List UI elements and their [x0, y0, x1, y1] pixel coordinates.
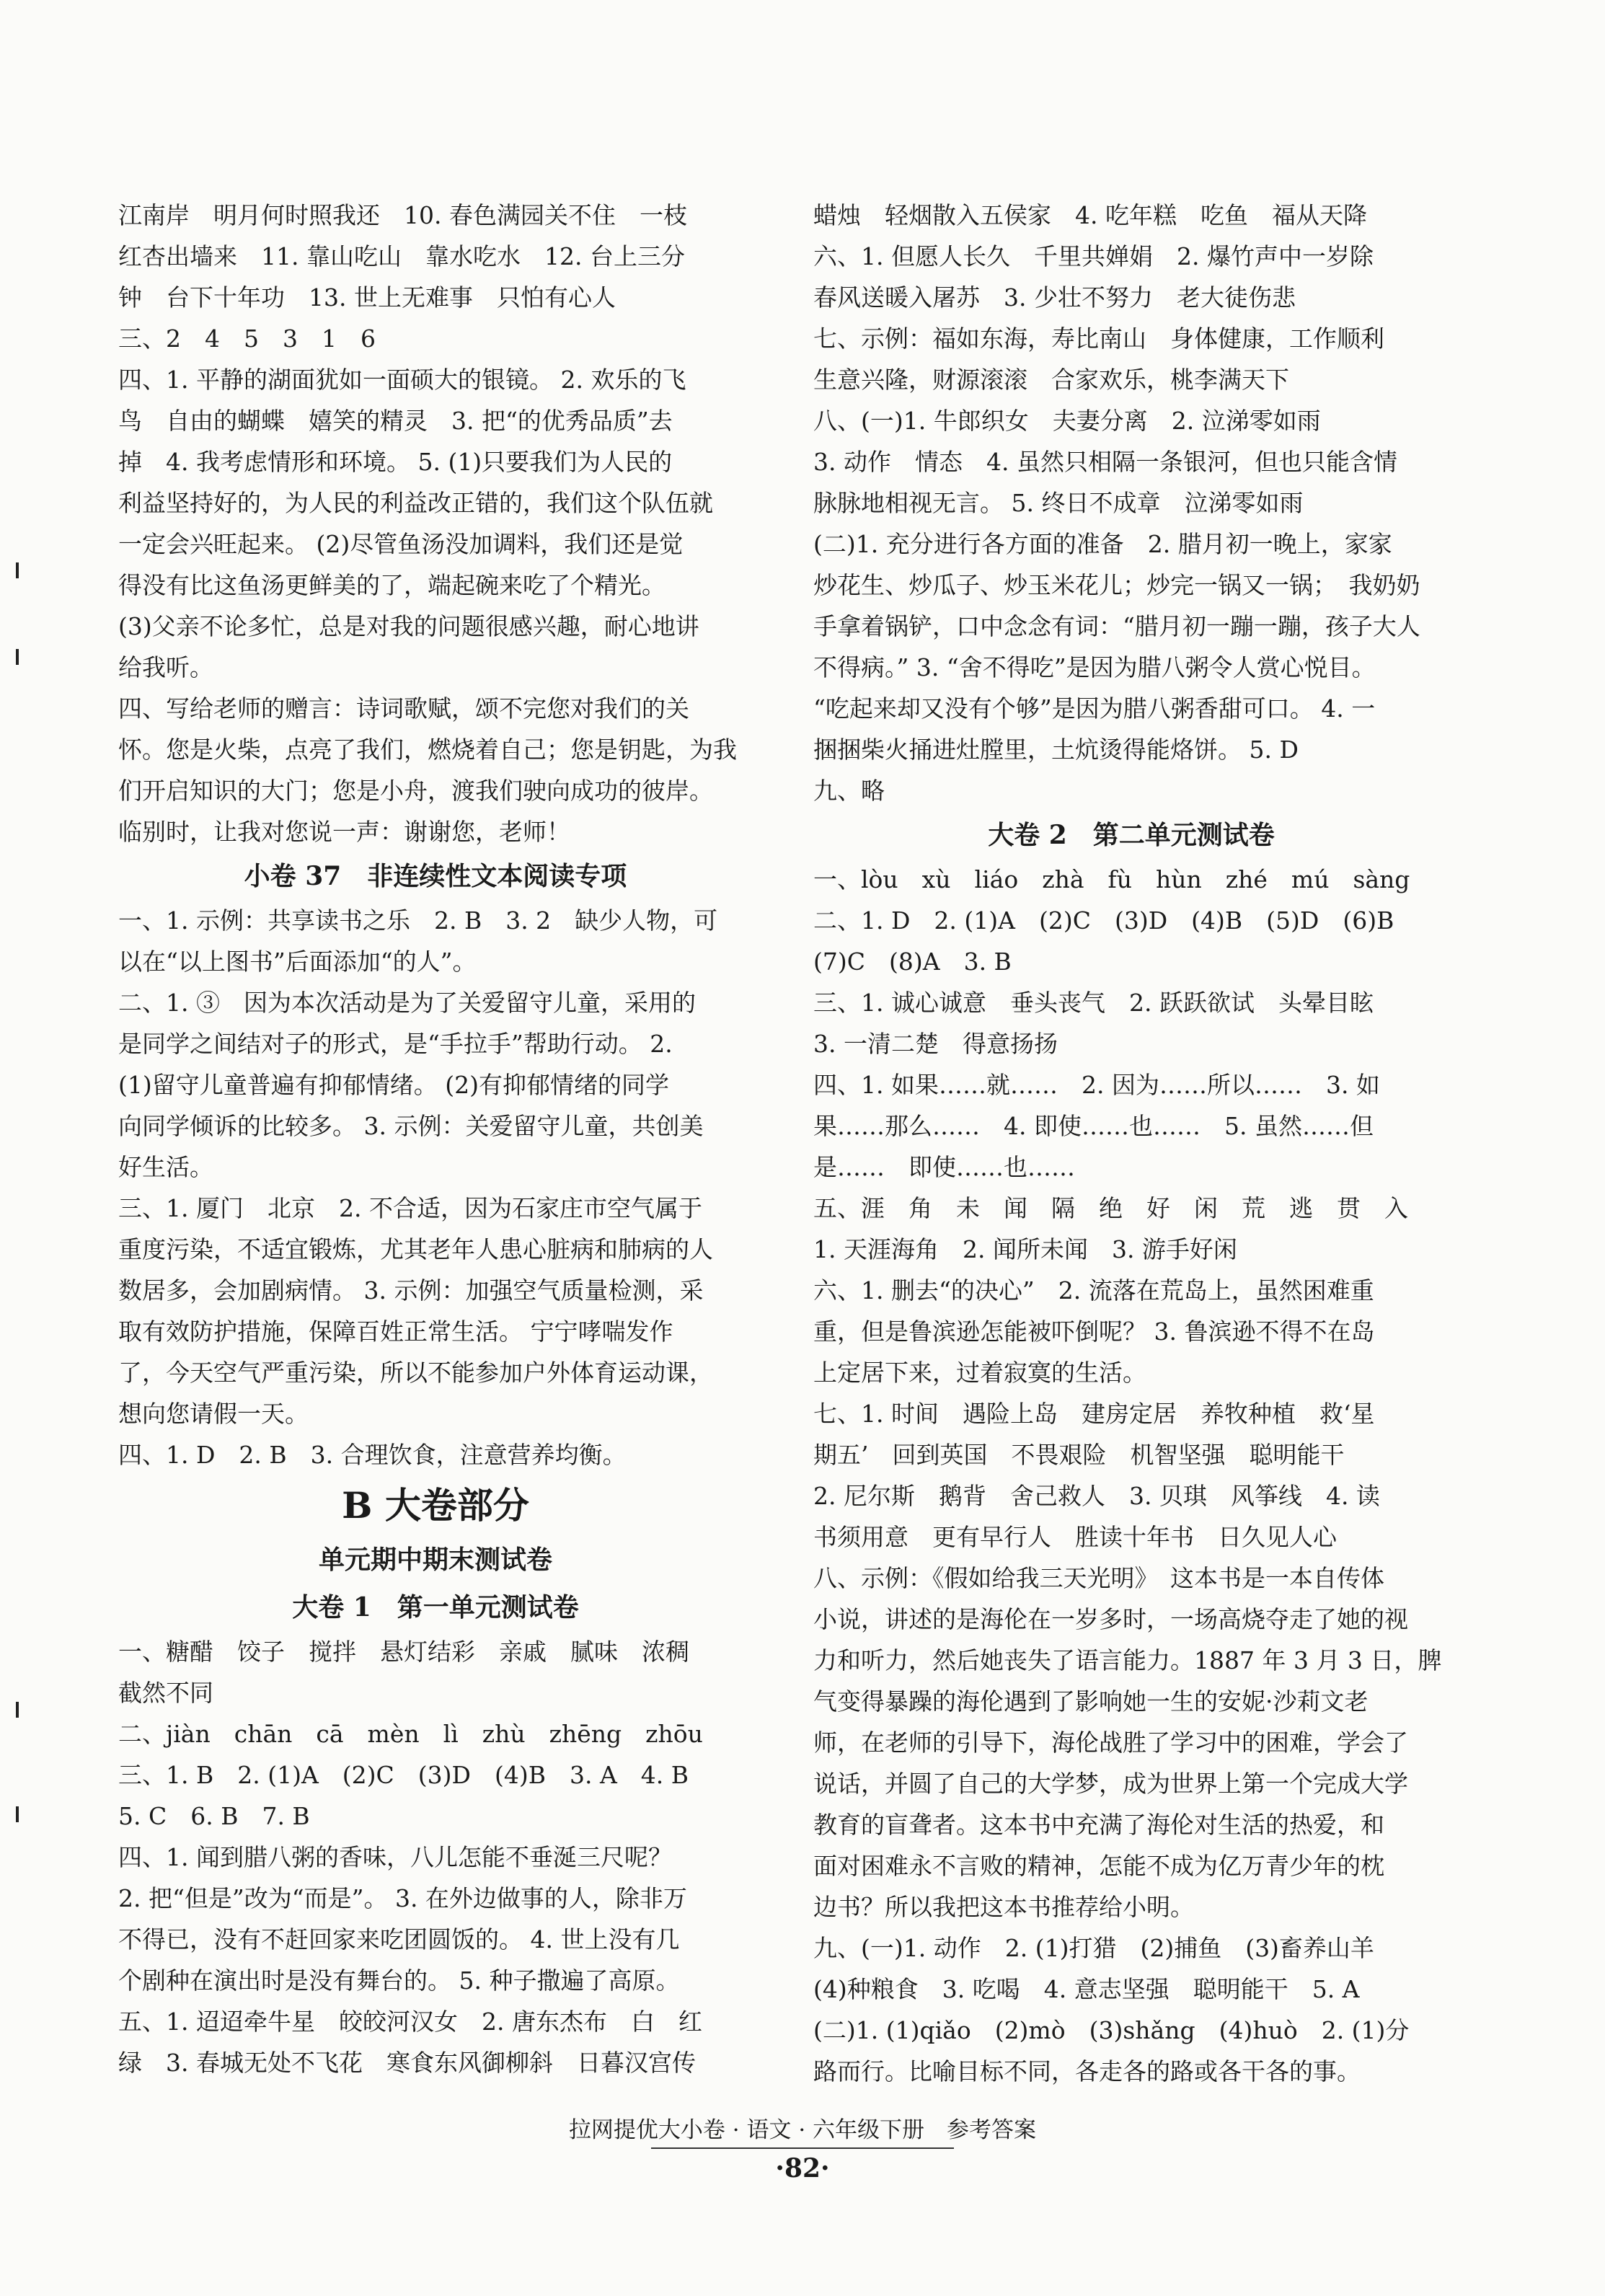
- answer-line: 不得已，没有不赶回家来吃团圆饭的。 4. 世上没有几: [118, 1925, 680, 1953]
- page-number: ·82·: [775, 2153, 830, 2184]
- answer-line: (1)留守儿童普遍有抑郁情绪。 (2)有抑郁情绪的同学: [118, 1071, 669, 1099]
- answer-line: 说话，并圆了自己的大学梦，成为世界上第一个完成大学: [813, 1770, 1408, 1798]
- answer-line: 三、1. 诚心诚意 垂头丧气 2. 跃跃欲试 头晕目眩: [813, 989, 1374, 1017]
- section-heading: 小卷 37 非连续性文本阅读专项: [244, 861, 627, 891]
- answer-line: 炒花生、炒瓜子、炒玉米花儿；炒完一锅又一锅； 我奶奶: [813, 571, 1420, 599]
- answer-line: 果……那么…… 4. 即使……也…… 5. 虽然……但: [813, 1112, 1374, 1140]
- answer-line: 红杏出墙来 11. 靠山吃山 靠水吃水 12. 台上三分: [118, 242, 685, 270]
- answer-line: 捆捆柴火捅进灶膛里，土炕烫得能烙饼。 5. D: [813, 736, 1299, 764]
- answer-line: 六、1. 但愿人长久 千里共婵娟 2. 爆竹声中一岁除: [813, 242, 1374, 270]
- answer-line: 不得病。” 3. “舍不得吃”是因为腊八粥令人赏心悦目。: [813, 653, 1376, 681]
- answer-line: 书须用意 更有早行人 胜读十年书 日久见人心: [813, 1523, 1337, 1551]
- answer-line: 了，今天空气严重污染，所以不能参加户外体育运动课，: [118, 1359, 713, 1387]
- answer-line: 3. 一清二楚 得意扬扬: [813, 1030, 1058, 1058]
- answer-line: 二、1. D 2. (1)A (2)C (3)D (4)B (5)D (6)B: [813, 906, 1394, 935]
- section-heading: 大卷 2 第二单元测试卷: [988, 820, 1275, 850]
- answer-line: (二)1. 充分进行各方面的准备 2. 腊月初一晚上，家家: [813, 530, 1392, 558]
- answer-line: 得没有比这鱼汤更鲜美的了，端起碗来吃了个精光。: [118, 571, 666, 599]
- answer-line: 好生活。: [118, 1153, 213, 1181]
- answer-line: 一、1. 示例：共享读书之乐 2. B 3. 2 缺少人物，可: [118, 906, 718, 935]
- answer-line: 二、1. ③ 因为本次活动是为了关爱留守儿童，采用的: [118, 989, 696, 1017]
- answer-line: 四、1. D 2. B 3. 合理饮食，注意营养均衡。: [118, 1441, 627, 1469]
- answer-line: 九、(一)1. 动作 2. (1)打猎 (2)捕鱼 (3)畜养山羊: [813, 1934, 1374, 1962]
- answer-line: 想向您请假一天。: [118, 1400, 309, 1428]
- answer-line: 手拿着锅铲，口中念念有词：“腊月初一蹦一蹦，孩子大人: [813, 612, 1420, 640]
- page-footer: [0, 2113, 1605, 2188]
- answer-line: 怀。您是火柴，点亮了我们，燃烧着自己；您是钥匙，为我: [118, 736, 737, 764]
- answer-line: 面对困难永不言败的精神，怎能不成为亿万青少年的枕: [813, 1852, 1384, 1880]
- answer-line: 九、略: [813, 777, 885, 805]
- answer-line: 五、涯 角 未 闻 隔 绝 好 闲 荒 逃 贯 入: [813, 1194, 1408, 1222]
- section-heading: 大卷 1 第一单元测试卷: [292, 1592, 579, 1622]
- answer-line: 教育的盲聋者。这本书中充满了海伦对生活的热爱，和: [813, 1811, 1384, 1839]
- answer-line: 力和听力，然后她丧失了语言能力。1887 年 3 月 3 日，脾: [813, 1646, 1442, 1674]
- answer-line: 个剧种在演出时是没有舞台的。 5. 种子撒遍了高原。: [118, 1966, 680, 1995]
- answer-line: 数居多，会加剧病情。 3. 示例：加强空气质量检测，采: [118, 1276, 704, 1304]
- answer-line: 三、1. B 2. (1)A (2)C (3)D (4)B 3. A 4. B: [118, 1761, 689, 1789]
- answer-line: 2. 把“但是”改为“而是”。 3. 在外边做事的人，除非万: [118, 1884, 687, 1912]
- answer-line: (二)1. (1)qiǎo (2)mò (3)shǎng (4)huò 2. (1)分: [813, 2016, 1410, 2044]
- answer-line: 是同学之间结对子的形式，是“手拉手”帮助行动。 2.: [118, 1030, 673, 1058]
- answer-line: 期五’ 回到英国 不畏艰险 机智坚强 聪明能干: [813, 1441, 1345, 1469]
- answer-line: 2. 尼尔斯 鹅背 舍己救人 3. 贝琪 风筝线 4. 读: [813, 1482, 1380, 1510]
- answer-line: 截然不同: [118, 1679, 213, 1707]
- answer-line: 蜡烛 轻烟散入五侯家 4. 吃年糕 吃鱼 福从天降: [813, 201, 1367, 229]
- answer-line: 重度污染，不适宜锻炼，尤其老年人患心脏病和肺病的人: [118, 1235, 713, 1263]
- answer-line: 脉脉地相视无言。 5. 终日不成章 泣涕零如雨: [813, 489, 1304, 517]
- answer-line: 四、1. 闻到腊八粥的香味，八儿怎能不垂涎三尺呢？: [118, 1843, 672, 1871]
- answer-line: 以在“以上图书”后面添加“的人”。: [118, 948, 477, 976]
- footer-book-title: 拉网提优大小卷 · 语文 · 六年级下册 参考答案: [568, 2117, 1037, 2143]
- answer-line: 向同学倾诉的比较多。 3. 示例：关爱留守儿童，共创美: [118, 1112, 704, 1140]
- section-heading: 单元期中期末测试卷: [318, 1545, 552, 1575]
- scan-mark: [16, 1702, 19, 1718]
- answer-line: 江南岸 明月何时照我还 10. 春色满园关不住 一枝: [118, 201, 687, 229]
- answer-line: 五、1. 迢迢牵牛星 皎皎河汉女 2. 唐东杰布 白 红: [118, 2008, 702, 2036]
- answer-line: 四、1. 如果……就…… 2. 因为……所以…… 3. 如: [813, 1071, 1380, 1099]
- answer-line: 钟 台下十年功 13. 世上无难事 只怕有心人: [118, 283, 616, 312]
- scan-mark: [16, 649, 19, 665]
- right-column: [813, 195, 1449, 2092]
- answer-line: 绿 3. 春城无处不飞花 寒食东风御柳斜 日暮汉宫传: [118, 2049, 696, 2077]
- answer-line: 是…… 即使……也……: [813, 1153, 1075, 1181]
- answer-line: 3. 动作 情态 4. 虽然只相隔一条银河，但也只能含情: [813, 448, 1397, 476]
- answer-line: (4)种粮食 3. 吃喝 4. 意志坚强 聪明能干 5. A: [813, 1975, 1360, 2003]
- answer-line: 四、1. 平静的湖面犹如一面硕大的银镜。 2. 欢乐的飞: [118, 366, 686, 394]
- answer-line: 一、糖醋 饺子 搅拌 悬灯结彩 亲戚 腻味 浓稠: [118, 1638, 689, 1666]
- answer-line: 八、(一)1. 牛郎织女 夫妻分离 2. 泣涕零如雨: [813, 407, 1321, 435]
- answer-line: 春风送暖入屠苏 3. 少壮不努力 老大徒伤悲: [813, 283, 1296, 312]
- answer-line: 5. C 6. B 7. B: [118, 1802, 310, 1830]
- answer-line: 取有效防护措施，保障百姓正常生活。 宁宁哮喘发作: [118, 1317, 673, 1346]
- scan-mark: [16, 562, 19, 578]
- answer-line: 临别时，让我对您说一声：谢谢您，老师！: [118, 818, 570, 846]
- scan-mark: [16, 1806, 19, 1822]
- answer-line: 七、1. 时间 遇险上岛 建房定居 养牧种植 救‘星: [813, 1400, 1375, 1428]
- answer-line: 重，但是鲁滨逊怎能被吓倒呢？ 3. 鲁滨逊不得不在岛: [813, 1317, 1375, 1346]
- answer-line: 边书？所以我把这本书推荐给小明。: [813, 1893, 1194, 1921]
- answer-line: “吃起来却又没有个够”是因为腊八粥香甜可口。 4. 一: [813, 694, 1376, 723]
- answer-line: 七、示例：福如东海，寿比南山 身体健康，工作顺利: [813, 324, 1384, 353]
- answer-line: 八、示例：《假如给我三天光明》 这本书是一本自传体: [813, 1564, 1384, 1592]
- answer-line: 一、lòu xù liáo zhà fù hùn zhé mú sàng: [813, 865, 1410, 893]
- answer-line: 鸟 自由的蝴蝶 嬉笑的精灵 3. 把“的优秀品质”去: [118, 407, 673, 435]
- answer-line: 1. 天涯海角 2. 闻所未闻 3. 游手好闲: [813, 1235, 1237, 1263]
- answer-line: 小说，讲述的是海伦在一岁多时，一场高烧夺走了她的视: [813, 1605, 1408, 1633]
- answer-line: 生意兴隆，财源滚滚 合家欢乐，桃李满天下: [813, 366, 1289, 394]
- part-title: B 大卷部分: [342, 1484, 529, 1527]
- answer-line: 路而行。比喻目标不同，各走各的路或各干各的事。: [813, 2057, 1361, 2085]
- left-column: [118, 195, 753, 2083]
- answer-line: (7)C (8)A 3. B: [813, 948, 1012, 976]
- answer-line: 三、2 4 5 3 1 6: [118, 324, 376, 353]
- answer-line: 给我听。: [118, 653, 213, 681]
- answer-line: 师，在老师的引导下，海伦战胜了学习中的困难，学会了: [813, 1728, 1408, 1757]
- answer-line: 三、1. 厦门 北京 2. 不合适，因为石家庄市空气属于: [118, 1194, 702, 1222]
- answer-line: 掉 4. 我考虑情形和环境。 5. (1)只要我们为人民的: [118, 448, 673, 476]
- answer-line: 二、jiàn chān cā mèn lì zhù zhēng zhōu: [118, 1720, 703, 1748]
- answer-line: 六、1. 删去“的决心” 2. 流落在荒岛上，虽然困难重: [813, 1276, 1374, 1304]
- answer-line: (3)父亲不论多忙，总是对我的问题很感兴趣，耐心地讲: [118, 612, 699, 640]
- answer-line: 一定会兴旺起来。 (2)尽管鱼汤没加调料，我们还是觉: [118, 530, 684, 558]
- answer-line: 气变得暴躁的海伦遇到了影响她一生的安妮·沙莉文老: [813, 1687, 1369, 1716]
- answer-line: 四、写给老师的赠言：诗词歌赋，颂不完您对我们的关: [118, 694, 689, 723]
- answer-line: 们开启知识的大门；您是小舟，渡我们驶向成功的彼岸。: [118, 777, 713, 805]
- answer-line: 利益坚持好的，为人民的利益改正错的，我们这个队伍就: [118, 489, 713, 517]
- answer-line: 上定居下来，过着寂寞的生活。: [813, 1359, 1146, 1387]
